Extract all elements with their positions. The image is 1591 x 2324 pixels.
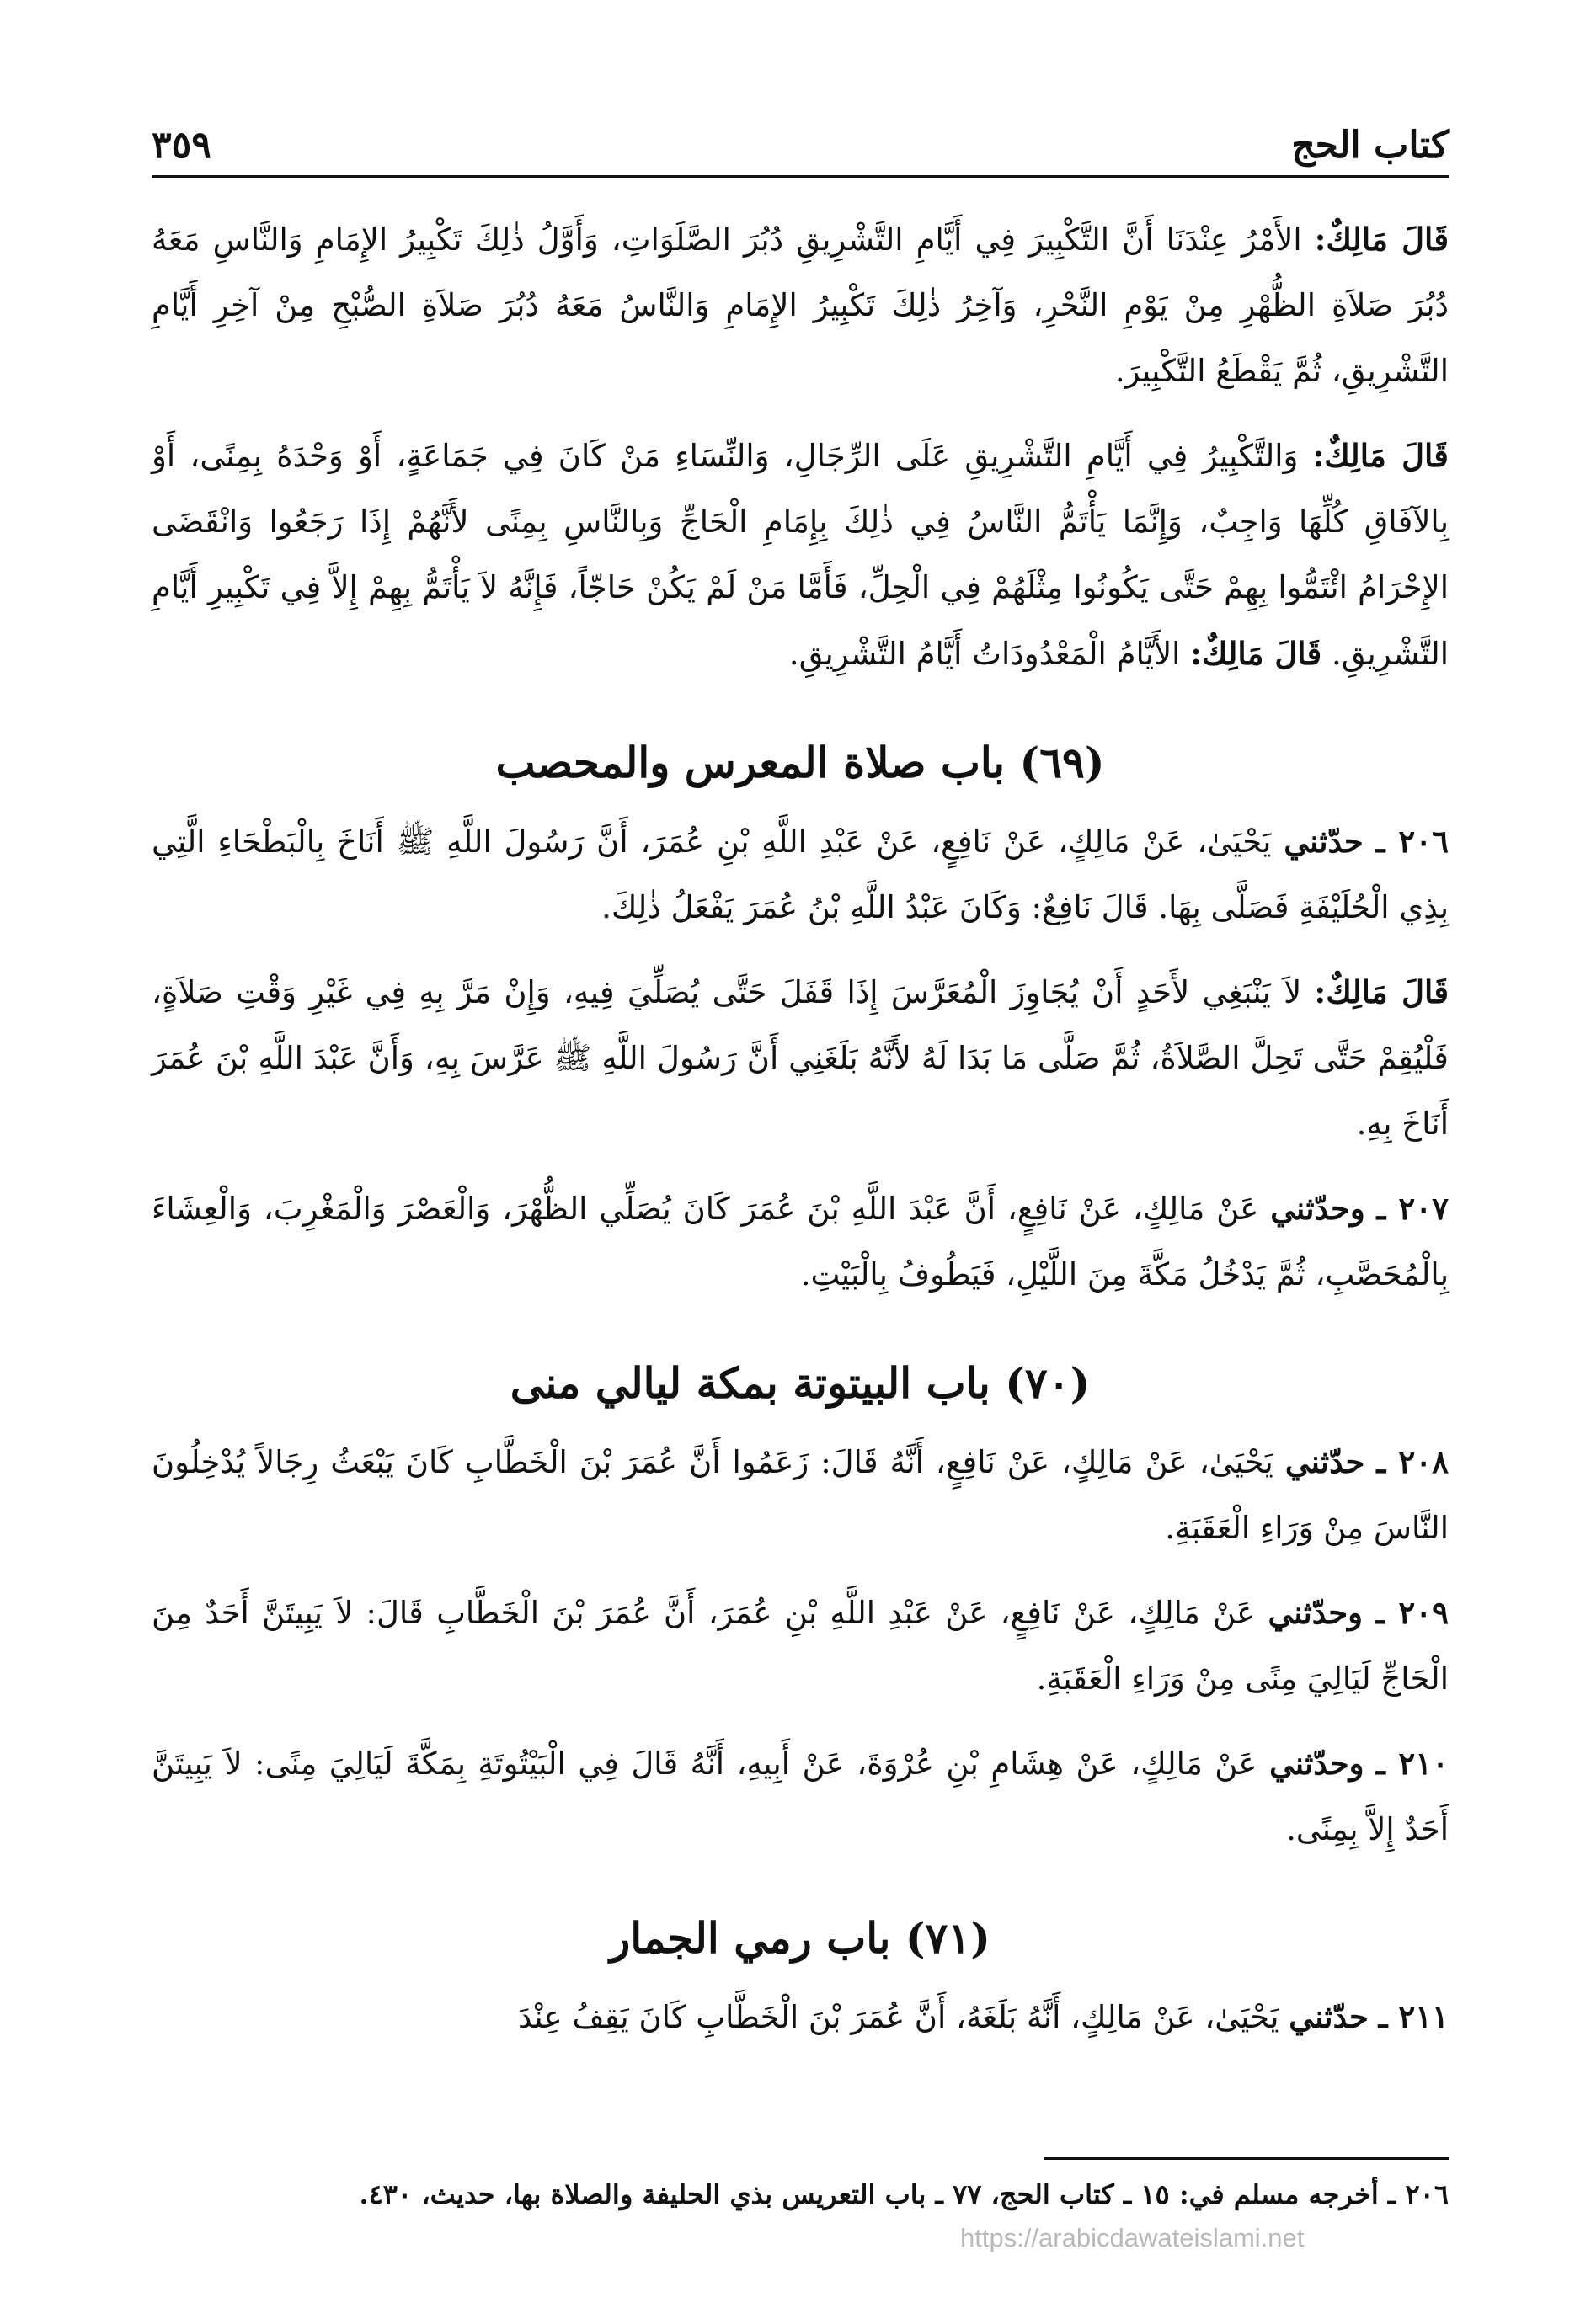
- paragraph-malik-3: [152, 959, 1449, 1157]
- hadith-text: عَنْ مَالِكٍ، عَنْ هِشَامِ بْنِ عُرْوَةَ، عَنْ أَبِيهِ، أَنَّهُ قَالَ فِي الْبَيْتُوتَةِ بِمَكَّةَ لَيَالِيَ مِنًى: لاَ يَبِيتَنَّ أَحَدٌ إِلاَّ بِمِنًى.: [152, 1746, 1449, 1847]
- page-number: ٣٥٩: [152, 124, 211, 167]
- hadith-number: ٢٠٧ ـ: [1376, 1190, 1449, 1227]
- hadith-number: ٢١١ ـ: [1378, 1998, 1449, 2035]
- paragraph-text: وَالتَّكْبِيرُ فِي أَيَّامِ التَّشْرِيقِ عَلَى الرِّجَالِ، وَالنِّسَاءِ مَنْ كَانَ فِي جَمَاعَةٍ، أَوْ وَحْدَهُ بِمِنًى، أَوْ بِالآفَاقِ كُلِّهَا وَاجِبٌ، وَإِنَّمَا يَأْتَمُّ النَّاسُ فِي ذٰلِكَ بِإِمَامِ الْحَاجِّ وَبِالنَّاسِ بِمِنًى لأَنَّهُمْ إِذَا رَجَعُوا وَانْقَضَى الإِحْرَامُ ائْتَمُّوا بِهِمْ حَتَّى يَكُونُوا مِثْلَهُمْ فِي الْحِلِّ، فَأَمَّا مَنْ لَمْ يَكُنْ حَاجّاً، فَإِنَّهُ لاَ يَأْتَمُّ بِهِمْ إِلاَّ فِي تَكْبِيرِ أَيَّامِ التَّشْرِيقِ.: [152, 438, 1449, 672]
- paragraph-text-2: الأَيَّامُ الْمَعْدُودَاتُ أَيَّامُ التَّشْرِيقِ.: [788, 636, 1181, 672]
- paragraph-lead: قَالَ مَالِكٌ:: [1312, 437, 1449, 474]
- hadith-text: عَنْ مَالِكٍ، عَنْ نَافِعٍ، عَنْ عَبْدِ اللَّهِ بْنِ عُمَرَ، أَنَّ عُمَرَ بْنَ الْخَطَّابِ قَالَ: لاَ يَبِيتَنَّ أَحَدٌ مِنَ الْحَاجِّ لَيَالِيَ مِنًى مِنْ وَرَاءِ الْعَقَبَةِ.: [152, 1595, 1449, 1697]
- hadith-text: يَحْيَىٰ، عَنْ مَالِكٍ، عَنْ نَافِعٍ، أَنَّهُ قَالَ: زَعَمُوا أَنَّ عُمَرَ بْنَ الْخَطَّابِ كَانَ يَبْعَثُ رِجَالاً يُدْخِلُونَ النَّاسَ مِنْ وَرَاءِ الْعَقَبَةِ.: [152, 1444, 1449, 1546]
- hadith-lead: حدّثني: [1284, 1443, 1365, 1480]
- paragraph-malik-2: [152, 423, 1449, 687]
- hadith-text: يَحْيَىٰ، عَنْ مَالِكٍ، عَنْ نَافِعٍ، عَنْ عَبْدِ اللَّهِ بْنِ عُمَرَ، أَنَّ رَسُولَ اللَّهِ ﷺ أَنَاخَ بِالْبَطْحَاءِ الَّتِي بِذِي الْحُلَيْفَةِ فَصَلَّى بِهَا. قَالَ نَافِعٌ: وَكَانَ عَبْدُ اللَّهِ بْنُ عُمَرَ يَفْعَلُ ذٰلِكَ.: [152, 824, 1449, 925]
- hadith-lead: وحدّثني: [1268, 1594, 1363, 1631]
- hadith-211: [152, 1984, 1449, 2050]
- hadith-text: عَنْ مَالِكٍ، عَنْ نَافِعٍ، أَنَّ عَبْدَ اللَّهِ بْنَ عُمَرَ كَانَ يُصَلِّي الظُّهْرَ، وَالْعَصْرَ وَالْمَغْرِبَ، وَالْعِشَاءَ بِالْمُحَصَّبِ، ثُمَّ يَدْخُلُ مَكَّةَ مِنَ اللَّيْلِ، فَيَطُوفُ بِالْبَيْتِ.: [152, 1191, 1449, 1293]
- hadith-209: [152, 1580, 1449, 1712]
- hadith-number: ٢١٠ ـ: [1375, 1745, 1449, 1782]
- hadith-210: [152, 1730, 1449, 1863]
- book-title: كتاب الحج: [1291, 124, 1449, 167]
- paragraph-malik-1: [152, 206, 1449, 404]
- page-header: [152, 99, 1449, 178]
- paragraph-lead: قَالَ مَالِكٌ:: [1314, 973, 1450, 1010]
- hadith-207: [152, 1175, 1449, 1308]
- chapter-heading-71: (٧١) باب رمي الجمار: [610, 1913, 990, 1963]
- chapter-heading-69: (٦٩) باب صلاة المعرس والمحصب: [495, 738, 1105, 787]
- hadith-208: [152, 1429, 1449, 1561]
- hadith-number: ٢٠٦ ـ: [1375, 823, 1449, 860]
- paragraph-text: لاَ يَنْبَغِي لأَحَدٍ أَنْ يُجَاوِزَ الْمُعَرَّسَ إِذَا قَفَلَ حَتَّى يُصَلِّيَ فِيهِ، وَإِنْ مَرَّ بِهِ فِي غَيْرِ وَقْتِ صَلاَةٍ، فَلْيُقِمْ حَتَّى تَحِلَّ الصَّلاَةُ، ثُمَّ صَلَّى مَا بَدَا لَهُ لأَنَّهُ بَلَغَنِي أَنَّ رَسُولَ اللَّهِ ﷺ عَرَّسَ بِهِ، وَأَنَّ عَبْدَ اللَّهِ بْنَ عُمَرَ أَنَاخَ بِهِ.: [152, 974, 1449, 1142]
- hadith-206: [152, 808, 1449, 941]
- footnote: ٢٠٦ ـ أخرجه مسلم في: ١٥ ـ كتاب الحج، ٧٧ ـ باب التعريس بذي الحليفة والصلاة بها، حديث، ٤٣٠.: [359, 2178, 1449, 2210]
- watermark-url: https://arabicdawateislami.net: [960, 2223, 1305, 2252]
- footnote-divider: [1044, 2157, 1449, 2160]
- hadith-lead: حدّثني: [1289, 1998, 1369, 2035]
- page-content: [152, 206, 1449, 2069]
- hadith-lead: وحدّثني: [1270, 1190, 1365, 1227]
- paragraph-lead-2: قَالَ مَالِكٌ:: [1190, 635, 1322, 672]
- chapter-heading-70: (٧٠) باب البيتوتة بمكة ليالي منى: [510, 1358, 1091, 1408]
- hadith-number: ٢٠٩ ـ: [1375, 1594, 1449, 1631]
- paragraph-lead: قَالَ مَالِكٌ:: [1314, 221, 1450, 258]
- hadith-lead: حدّثني: [1284, 823, 1364, 860]
- hadith-lead: وحدّثني: [1268, 1745, 1364, 1782]
- hadith-number: ٢٠٨ ـ: [1376, 1443, 1449, 1480]
- hadith-text: يَحْيَىٰ، عَنْ مَالِكٍ، أَنَّهُ بَلَغَهُ، أَنَّ عُمَرَ بْنَ الْخَطَّابِ كَانَ يَقِفُ عِنْدَ: [517, 1999, 1279, 2035]
- paragraph-text: الأَمْرُ عِنْدَنَا أَنَّ التَّكْبِيرَ فِي أَيَّامِ التَّشْرِيقِ دُبُرَ الصَّلَوَاتِ، وَأَوَّلُ ذٰلِكَ تَكْبِيرُ الإِمَامِ وَالنَّاسِ مَعَهُ دُبُرَ صَلاَةِ الظُّهْرِ مِنْ يَوْمِ النَّحْرِ، وَآخِرُ ذٰلِكَ تَكْبِيرُ الإِمَامِ وَالنَّاسُ مَعَهُ دُبُرَ صَلاَةِ الصُّبْحِ مِنْ آخِرِ أَيَّامِ التَّشْرِيقِ، ثُمَّ يَقْطَعُ التَّكْبِيرَ.: [152, 221, 1449, 389]
